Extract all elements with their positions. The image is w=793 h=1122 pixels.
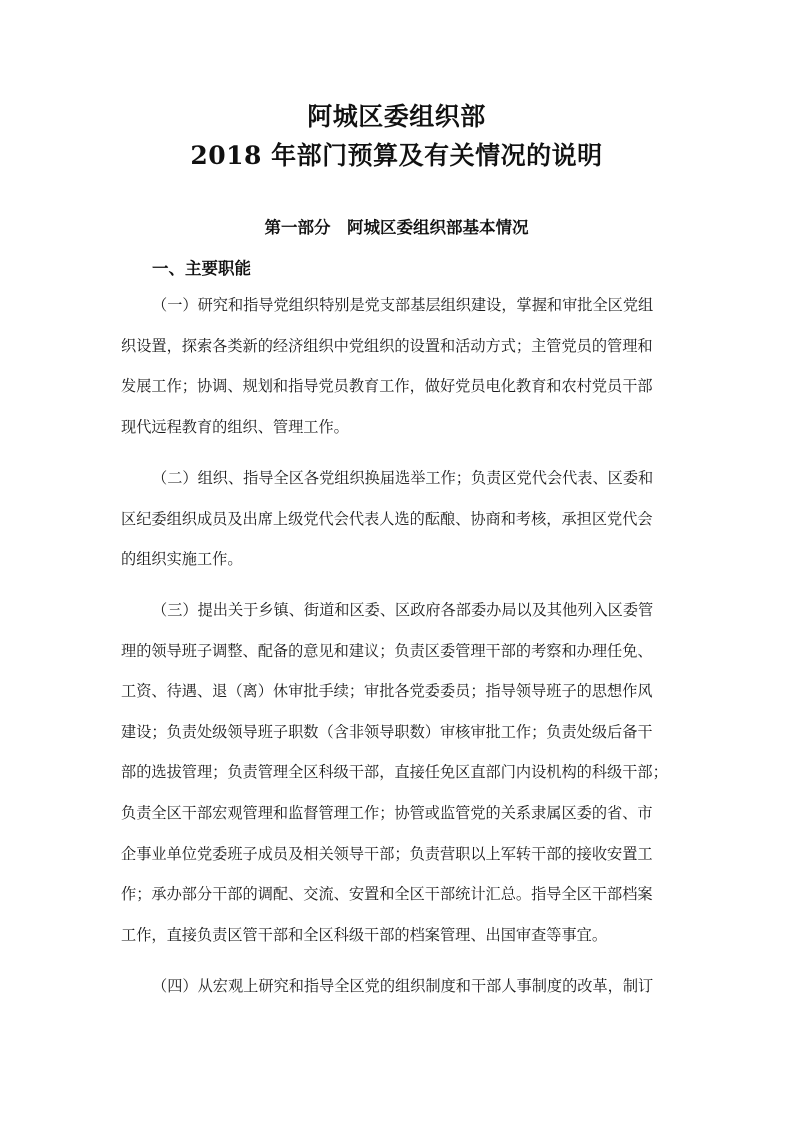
document-subtitle: 2018 年部门预算及有关情况的说明 [190,141,603,170]
part-title: 第一部分 阿城区委组织部基本情况 [264,218,529,237]
section-heading: 一、主要职能 [152,259,251,278]
text-line: 企事业单位党委班子成员及相关领导干部；负责营职以上军转干部的接收安置工 [121,844,653,863]
text-line: 织设置，探索各类新的经济组织中党组织的设置和活动方式；主管党员的管理和 [121,336,653,355]
text-line: 建设；负责处级领导班子职数（含非领导职数）审核审批工作；负责处级后备干 [121,722,653,741]
paragraph-2 [121,458,676,580]
text-line: （一）研究和指导党组织特别是党支部基层组织建设，掌握和审批全区党组 [152,296,654,314]
text-line: 负责全区干部宏观管理和监督管理工作；协管或监管党的关系隶属区委的省、市 [121,803,653,822]
text-line: （二）组织、指导全区各党组织换届选举工作；负责区党代会代表、区委和 [152,469,654,487]
text-line: 发展工作；协调、规划和指导党员教育工作，做好党员电化教育和农村党员干部 [121,377,653,396]
text-line: 现代远程教育的组织、管理工作。 [121,417,349,436]
text-line: 区纪委组织成员及出席上级党代会代表人选的酝酿、协商和考核，承担区党代会 [121,509,653,528]
text-line: 部的选拔管理；负责管理全区科级干部，直接任免区直部门内设机构的科级干部； [121,763,668,782]
text-line: 作；承办部分干部的调配、交流、安置和全区干部统计汇总。指导全区干部档案 [121,885,653,904]
paragraph-4 [121,966,676,1007]
text-line: （四）从宏观上研究和指导全区党的组织制度和干部人事制度的改革，制订 [152,977,654,995]
document-title: 阿城区委组织部 [307,102,486,131]
text-line: 工作，直接负责区管干部和全区科级干部的档案管理、出国审查等事宜。 [121,925,607,944]
text-line: 工资、待遇、退（离）休审批手续；审批各党委委员；指导领导班子的思想作风 [121,682,653,701]
text-line: （三）提出关于乡镇、街道和区委、区政府各部委办局以及其他列入区委管 [152,601,654,619]
text-line: 理的领导班子调整、配备的意见和建议；负责区委管理干部的考察和办理任免、 [121,641,653,660]
text-line: 的组织实施工作。 [121,550,243,569]
paragraph-1 [121,285,676,447]
paragraph-3 [121,590,676,955]
